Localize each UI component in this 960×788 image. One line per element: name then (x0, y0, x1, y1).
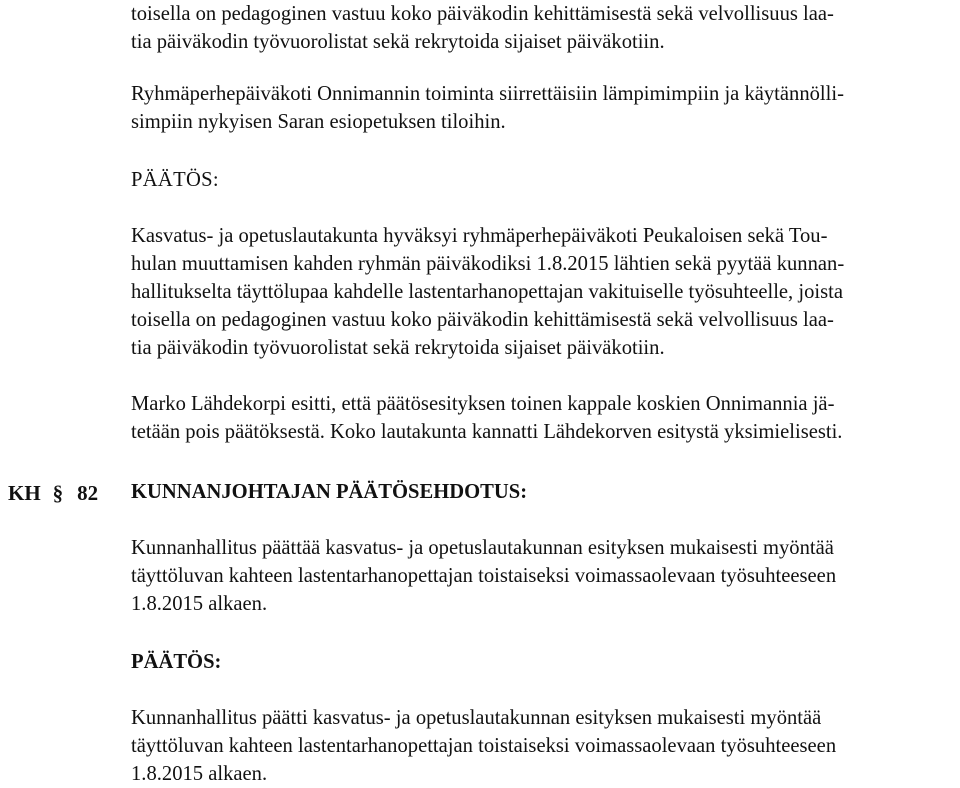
text-line: toisella on pedagoginen vastuu koko päiväkodin kehittämisestä sekä velvollisuus laa- (131, 309, 834, 331)
text-line: hallitukselta täyttölupaa kahdelle lastentarhanopettajan vakituiselle työsuhteelle, joista (131, 281, 843, 303)
paragraph-onnimanni (131, 80, 960, 136)
paragraph-council-decision (131, 704, 960, 788)
text-line: 1.8.2015 alkaen. (131, 763, 268, 785)
text-line: Marko Lähdekorpi esitti, että päätösesityksen toinen kappale koskien Onnimannia jä- (131, 393, 835, 415)
section-reference (8, 479, 98, 507)
paragraph-motion (131, 390, 960, 446)
paragraph-continuation (131, 0, 960, 56)
section-symbol: § (52, 481, 64, 505)
text-line: simpiin nykyisen Saran esiopetuksen tiloihin. (131, 111, 506, 133)
paragraph-board-decision (131, 222, 960, 362)
text-line: toisella on pedagoginen vastuu koko päiväkodin kehittämisestä sekä velvollisuus laa- (131, 3, 834, 25)
text-line: täyttöluvan kahteen lastentarhanopettajan toistaiseksi voimassaolevaan työsuhteeseen (131, 565, 837, 587)
decision-label: PÄÄTÖS: (131, 651, 222, 673)
proposal-heading: KUNNANJOHTAJAN PÄÄTÖSEHDOTUS: (131, 481, 528, 503)
text-line: tia päiväkodin työvuorolistat sekä rekrytoida sijaiset päiväkotiin. (131, 31, 665, 53)
paragraph-proposal (131, 534, 960, 618)
text-line: Ryhmäperhepäiväkoti Onnimannin toiminta siirrettäisiin lämpimimpiin ja käytännölli- (131, 83, 844, 105)
text-line: Kasvatus- ja opetuslautakunta hyväksyi ryhmäperhepäiväkoti Peukaloisen sekä Tou- (131, 225, 828, 247)
decision-label: PÄÄTÖS: (131, 169, 219, 191)
section-prefix: KH (8, 481, 41, 505)
text-line: Kunnanhallitus päättää kasvatus- ja opetuslautakunnan esityksen mukaisesti myöntää (131, 537, 834, 559)
section-number: 82 (77, 481, 99, 505)
text-line: tetään pois päätöksestä. Koko lautakunta kannatti Lähdekorven esitystä yksimielisesti. (131, 421, 843, 443)
text-line: täyttöluvan kahteen lastentarhanopettajan toistaiseksi voimassaolevaan työsuhteeseen (131, 735, 837, 757)
text-line: 1.8.2015 alkaen. (131, 593, 268, 615)
text-line: hulan muuttamisen kahden ryhmän päiväkodiksi 1.8.2015 lähtien sekä pyytää kunnan- (131, 253, 845, 275)
text-line: tia päiväkodin työvuorolistat sekä rekrytoida sijaiset päiväkotiin. (131, 337, 665, 359)
text-line: Kunnanhallitus päätti kasvatus- ja opetuslautakunnan esityksen mukaisesti myöntää (131, 707, 822, 729)
